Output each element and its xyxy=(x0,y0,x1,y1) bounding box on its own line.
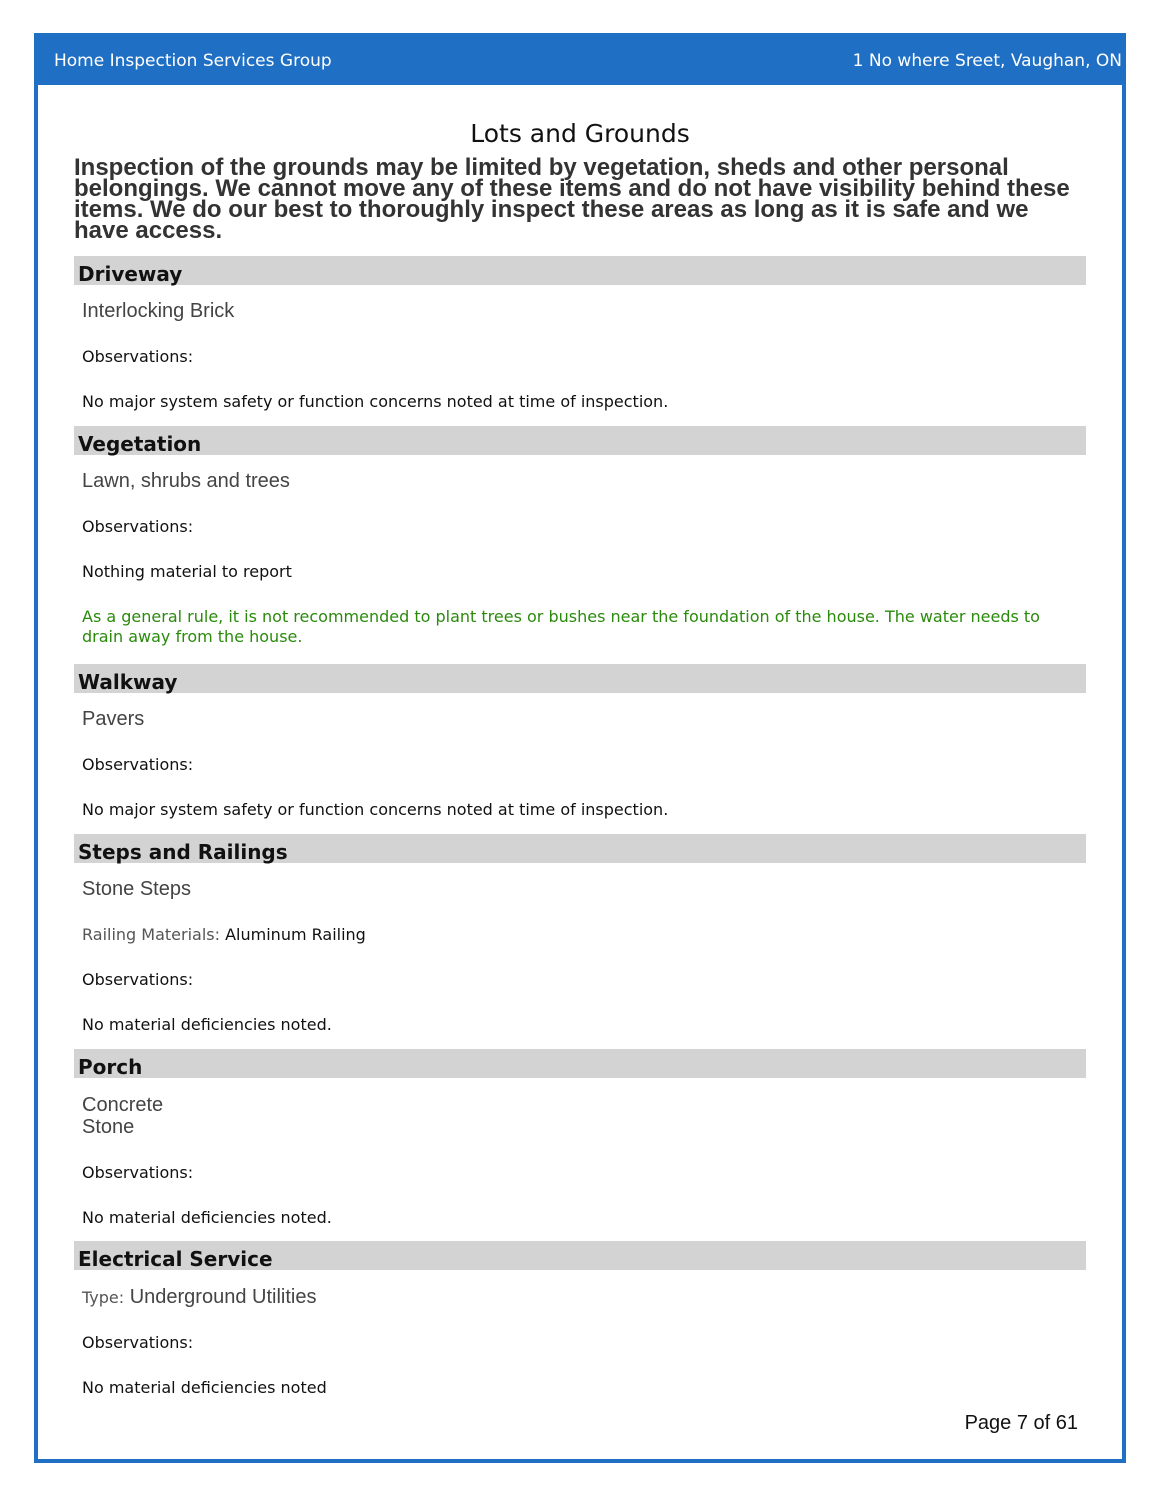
header-bar xyxy=(38,37,1122,85)
section-header-steps-railings: Steps and Railings xyxy=(74,834,1086,863)
driveway-observations-text: No major system safety or function concerns noted at time of inspection. xyxy=(82,392,669,411)
steps-observations-text: No material deficiencies noted. xyxy=(82,1015,332,1034)
vegetation-value: Lawn, shrubs and trees xyxy=(82,470,290,492)
driveway-value: Interlocking Brick xyxy=(82,300,235,322)
intro-text: Inspection of the grounds may be limited by vegetation, sheds and other personal belongings. We cannot move any of these items and do not have visibility behind these items. We do our best to thoroughly inspect these areas as long as it is safe and we have access. xyxy=(74,154,1070,244)
section-header-driveway: Driveway xyxy=(74,256,1086,285)
steps-observations-label: Observations: xyxy=(82,970,194,989)
page-number: Page 7 of 61 xyxy=(964,1412,1078,1434)
section-header-walkway: Walkway xyxy=(74,664,1086,693)
page-frame xyxy=(34,33,1126,1463)
walkway-observations-text: No major system safety or function concerns noted at time of inspection. xyxy=(82,800,669,819)
vegetation-observations-text: Nothing material to report xyxy=(82,562,292,581)
electrical-observations-text: No material deficiencies noted xyxy=(82,1378,327,1397)
section-header-porch: Porch xyxy=(74,1049,1086,1078)
vegetation-recommendation-note: As a general rule, it is not recommended to plant trees or bushes near the foundation of the house. The water needs to drain away from the house. xyxy=(82,607,1040,646)
porch-observations-label: Observations: xyxy=(82,1163,194,1182)
electrical-type-row xyxy=(82,1286,316,1309)
walkway-observations-label: Observations: xyxy=(82,755,194,774)
railing-materials-value: Aluminum Railing xyxy=(225,925,366,944)
section-header-electrical-service: Electrical Service xyxy=(74,1241,1086,1270)
driveway-observations-label: Observations: xyxy=(82,347,194,366)
electrical-observations-label: Observations: xyxy=(82,1333,194,1352)
company-name: Home Inspection Services Group xyxy=(54,51,332,71)
electrical-type-label: Type: xyxy=(82,1288,125,1307)
porch-observations-text: No material deficiencies noted. xyxy=(82,1208,332,1227)
electrical-type-value: Underground Utilities xyxy=(129,1286,317,1308)
page-title: Lots and Grounds xyxy=(470,119,690,148)
company-address: 1 No where Sreet, Vaughan, ON xyxy=(852,51,1122,71)
walkway-value: Pavers xyxy=(82,708,145,730)
railing-materials-row xyxy=(82,925,366,945)
vegetation-observations-label: Observations: xyxy=(82,517,194,536)
section-header-vegetation: Vegetation xyxy=(74,426,1086,455)
steps-value: Stone Steps xyxy=(82,878,191,900)
railing-materials-label: Railing Materials: xyxy=(82,925,221,944)
porch-value-stone: Stone xyxy=(82,1116,135,1138)
porch-value-concrete: Concrete xyxy=(82,1094,164,1116)
